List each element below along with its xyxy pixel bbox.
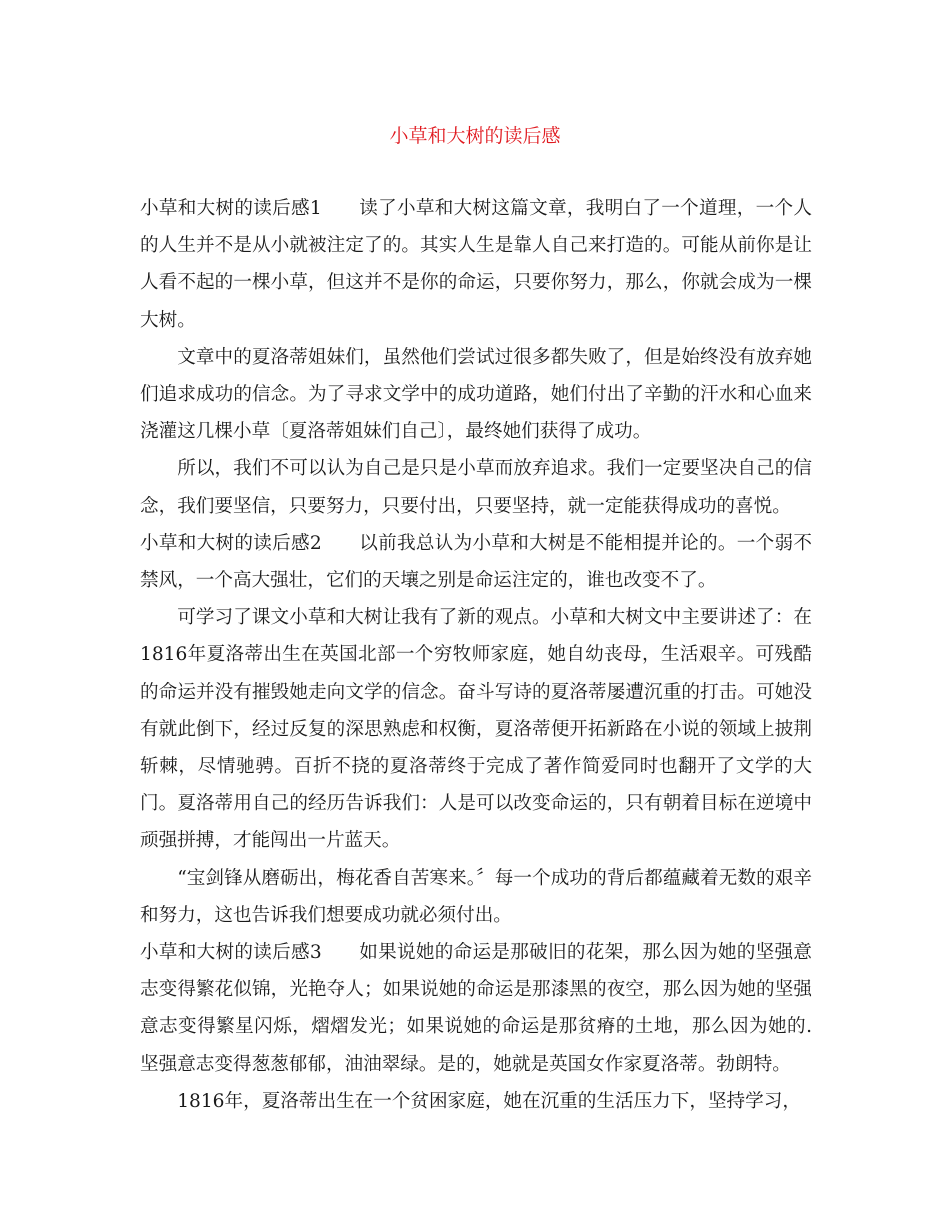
paragraph: 所以，我们不可以认为自己是只是小草而放弃追求。我们一定要坚决自己的信念，我们要坚信，只要努力，只要付出，只要坚持，就一定能获得成功的喜悦。 bbox=[140, 458, 812, 517]
paragraph-text: 以前我总认为小草和大树是不能相提并论的。一个弱不禁风，一个高大强壮，它们的天壤之别是命运注定的，谁也改变不了。 bbox=[140, 532, 812, 592]
section-1-first-paragraph bbox=[140, 190, 812, 339]
section-2-first-paragraph bbox=[140, 525, 812, 599]
paragraph: 1816年，夏洛蒂出生在一个贫困家庭，她在沉重的生活压力下，坚持学习， bbox=[177, 1090, 801, 1112]
document-title: 小草和大树的读后感 bbox=[389, 125, 561, 147]
paragraph: “宝剑锋从磨砺出，梅花香自苦寒来。〞每一个成功的背后都蕴藏着无数的艰辛和努力，这也告诉我们想要成功就必须付出。 bbox=[140, 867, 812, 926]
section-heading-1: 小草和大树的读后感1 bbox=[140, 198, 322, 219]
paragraph-text: 读了小草和大树这篇文章，我明白了一个道理，一个人的人生并不是从小就被注定了的。其实人生是靠人自己来打造的。可能从前你是让人看不起的一棵小草，但这并不是你的命运，只要你努力，那么，你就会成为一棵大树。 bbox=[140, 198, 812, 331]
paragraph: 文章中的夏洛蒂姐妹们，虽然他们尝试过很多都失败了，但是始终没有放弃她们追求成功的信念。为了寻求文学中的成功道路，她们付出了辛勤的汗水和心血来浇灌这几棵小草〔夏洛蒂姐妹们自己〕，最终她们获得了成功。 bbox=[140, 346, 812, 443]
section-heading-2: 小草和大树的读后感2 bbox=[140, 532, 322, 554]
document-body bbox=[140, 190, 812, 1120]
section-3-first-paragraph bbox=[140, 934, 812, 1083]
section-heading-3: 小草和大树的读后感3 bbox=[140, 942, 322, 964]
paragraph-text: 如果说她的命运是那破旧的花架，那么因为她的坚强意志变得繁花似锦，光艳夺人；如果说她的命运是那漆黑的夜空，那么因为她的坚强意志变得繁星闪烁，熠熠发光；如果说她的命运是那贫瘠的土地，那么因为她的.坚强意志变得葱葱郁郁，油油翠绿。是的，她就是英国女作家夏洛蒂。勃朗特。 bbox=[140, 942, 812, 1075]
paragraph: 可学习了课文小草和大树让我有了新的观点。小草和大树文中主要讲述了：在1816年夏洛蒂出生在英国北部一个穷牧师家庭，她自幼丧母，生活艰辛。可残酷的命运并没有摧毁她走向文学的信念。奋斗写诗的夏洛蒂屡遭沉重的打击。可她没有就此倒下，经过反复的深思熟虑和权衡，夏洛蒂便开拓新路在小说的领域上披荆斩棘，尽情驰骋。百折不挠的夏洛蒂终于完成了著作简爱同时也翻开了文学的大门。夏洛蒂用自己的经历告诉我们：人是可以改变命运的，只有朝着目标在逆境中顽强拼搏，才能闯出一片蓝天。 bbox=[140, 607, 812, 852]
